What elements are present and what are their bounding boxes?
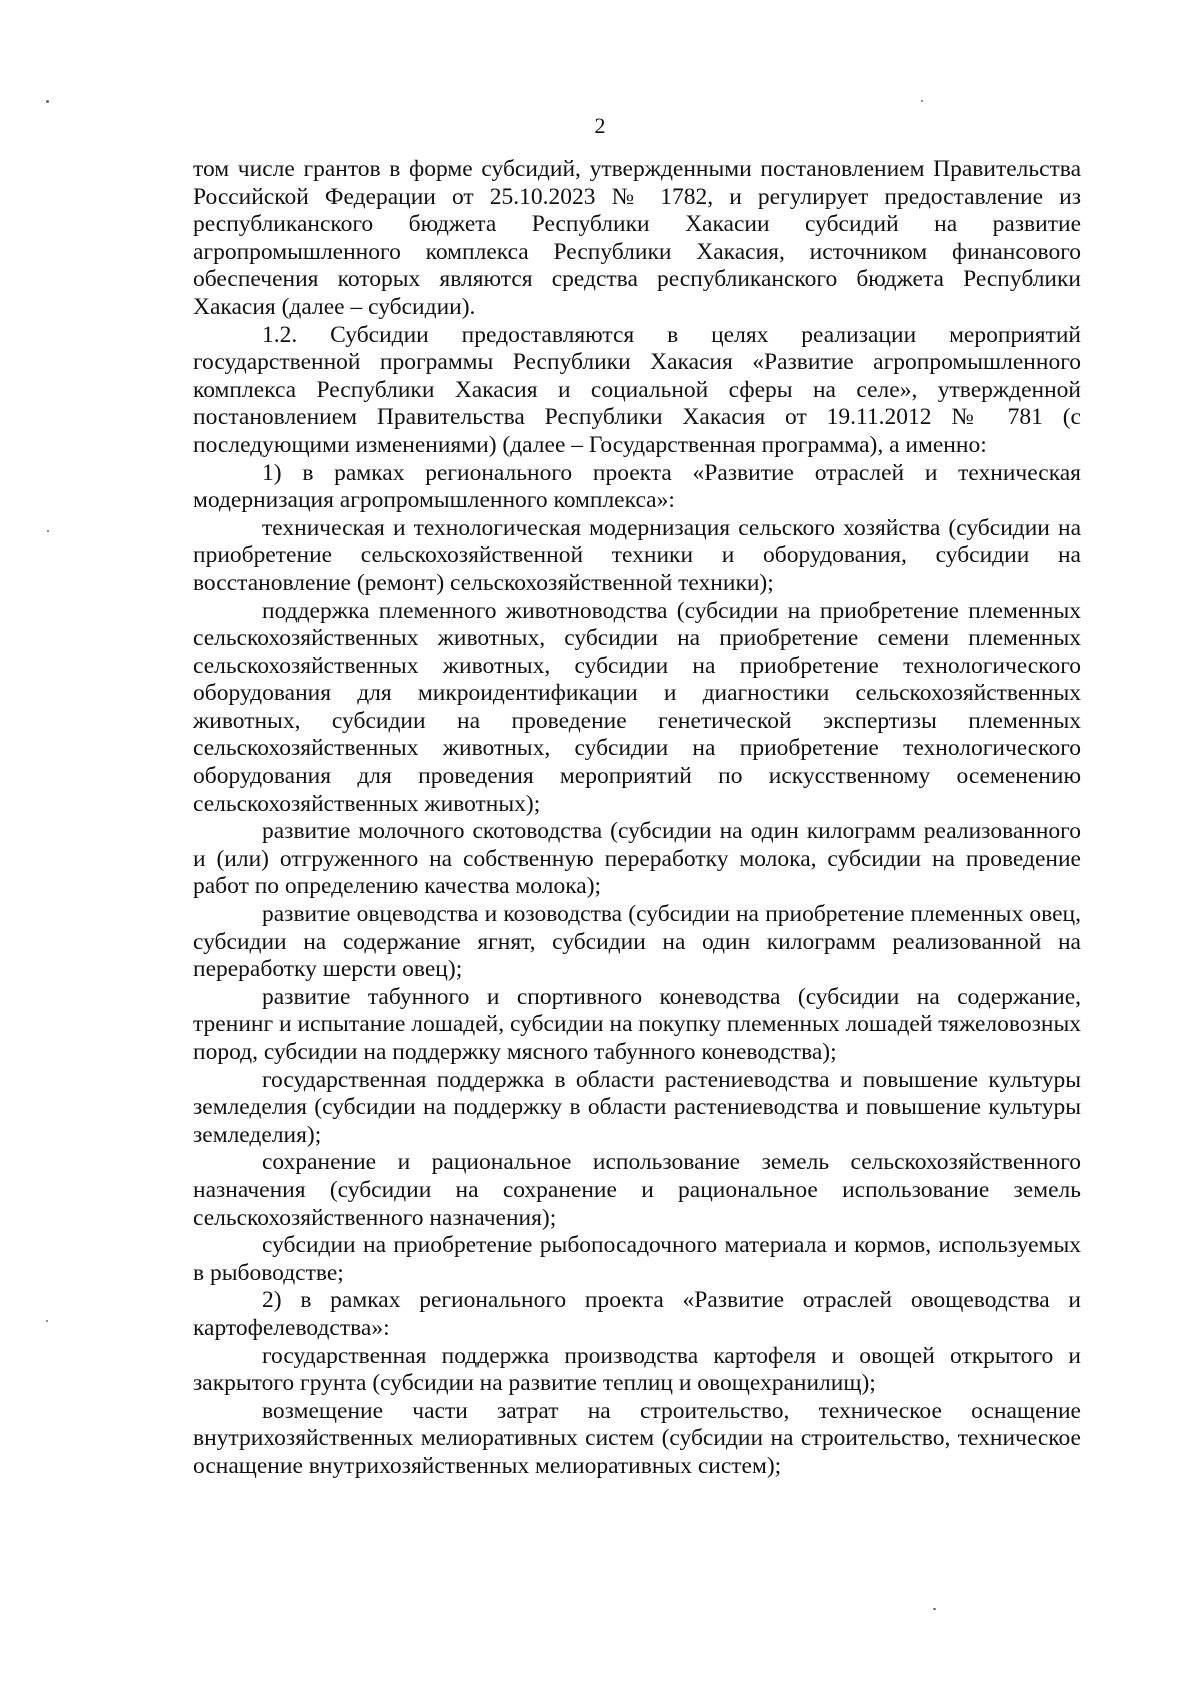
paragraph: развитие молочного скотоводства (субсидии на один килограмм реализованного и (или) отгруженного на собственную переработку молока, субсидии на проведение работ по определению качества молока); xyxy=(193,818,1081,900)
scan-speck xyxy=(46,1320,48,1322)
paragraph: возмещение части затрат на строительство, техническое оснащение внутрихозяйственных мелиоративных систем (субсидии на строительство, техническое оснащение внутрихозяйственных мелиоративных систем); xyxy=(193,1397,1081,1479)
paragraph: 1.2. Субсидии предоставляются в целях реализации мероприятий государственной программы Республики Хакасия «Развитие агропромышленного комплекса Республики Хакасия и социальной сферы на селе», утвержденной постановлением Правительства Республики Хакасия от 19.11.2012 № 781 (с последующими изменениями) (далее – Государственная программа), а именно: xyxy=(193,321,1081,458)
paragraph: сохранение и рациональное использование земель сельскохозяйственного назначения (субсидии на сохранение и рациональное использование земель сельскохозяйственного назначения); xyxy=(193,1149,1081,1231)
paragraph: субсидии на приобретение рыбопосадочного материала и кормов, используемых в рыбоводстве; xyxy=(193,1232,1081,1286)
document-body xyxy=(193,156,1081,1481)
paragraph: техническая и технологическая модернизация сельского хозяйства (субсидии на приобретение сельскохозяйственной техники и оборудования, субсидии на восстановление (ремонт) сельскохозяйственной техники); xyxy=(193,514,1081,596)
paragraph: 1) в рамках регионального проекта «Развитие отраслей и техническая модернизация агропромышленного комплекса»: xyxy=(193,459,1081,514)
scan-speck xyxy=(47,530,49,532)
paragraph: 2) в рамках регионального проекта «Развитие отраслей овощеводства и картофелеводства»: xyxy=(193,1287,1081,1341)
paragraph: развитие овцеводства и козоводства (субсидии на приобретение племенных овец, субсидии на содержание ягнят, субсидии на один килограмм реализованной на переработку шерсти овец); xyxy=(193,901,1081,983)
paragraph: развитие табунного и спортивного коневодства (субсидии на содержание, тренинг и испытание лошадей, субсидии на покупку племенных лошадей тяжеловозных пород, субсидии на поддержку мясного табунного коневодства); xyxy=(193,983,1081,1065)
page-number: 2 xyxy=(594,113,606,138)
scan-speck xyxy=(46,100,49,103)
paragraph: государственная поддержка в области растениеводства и повышение культуры земледелия (субсидии на поддержку в области растениеводства и повышение культуры земледелия); xyxy=(193,1066,1081,1148)
scan-speck xyxy=(921,100,923,102)
paragraph: том числе грантов в форме субсидий, утвержденными постановлением Правительства Российской Федерации от 25.10.2023 № 1782, и регулирует предоставление из республиканского бюджета Республики Хакасии субсидий на развитие агропромышленного комплекса Республики Хакасия, источником финансового обеспечения которых являются средства республиканского бюджета Республики Хакасия (далее – субсидии). xyxy=(193,156,1081,320)
paragraph: поддержка племенного животноводства (субсидии на приобретение племенных сельскохозяйственных животных, субсидии на приобретение семени племенных сельскохозяйственных животных, субсидии на приобретение технологического оборудования для микроидентификации и диагностики сельскохозяйственных животных, субсидии на проведение генетической экспертизы племенных сельскохозяйственных животных, субсидии на приобретение технологического оборудования для проведения мероприятий по искусственному осеменению сельскохозяйственных животных); xyxy=(193,597,1081,817)
scan-speck xyxy=(933,1608,936,1610)
paragraph: государственная поддержка производства картофеля и овощей открытого и закрытого грунта (субсидии на развитие теплиц и овощехранилищ); xyxy=(193,1342,1081,1397)
